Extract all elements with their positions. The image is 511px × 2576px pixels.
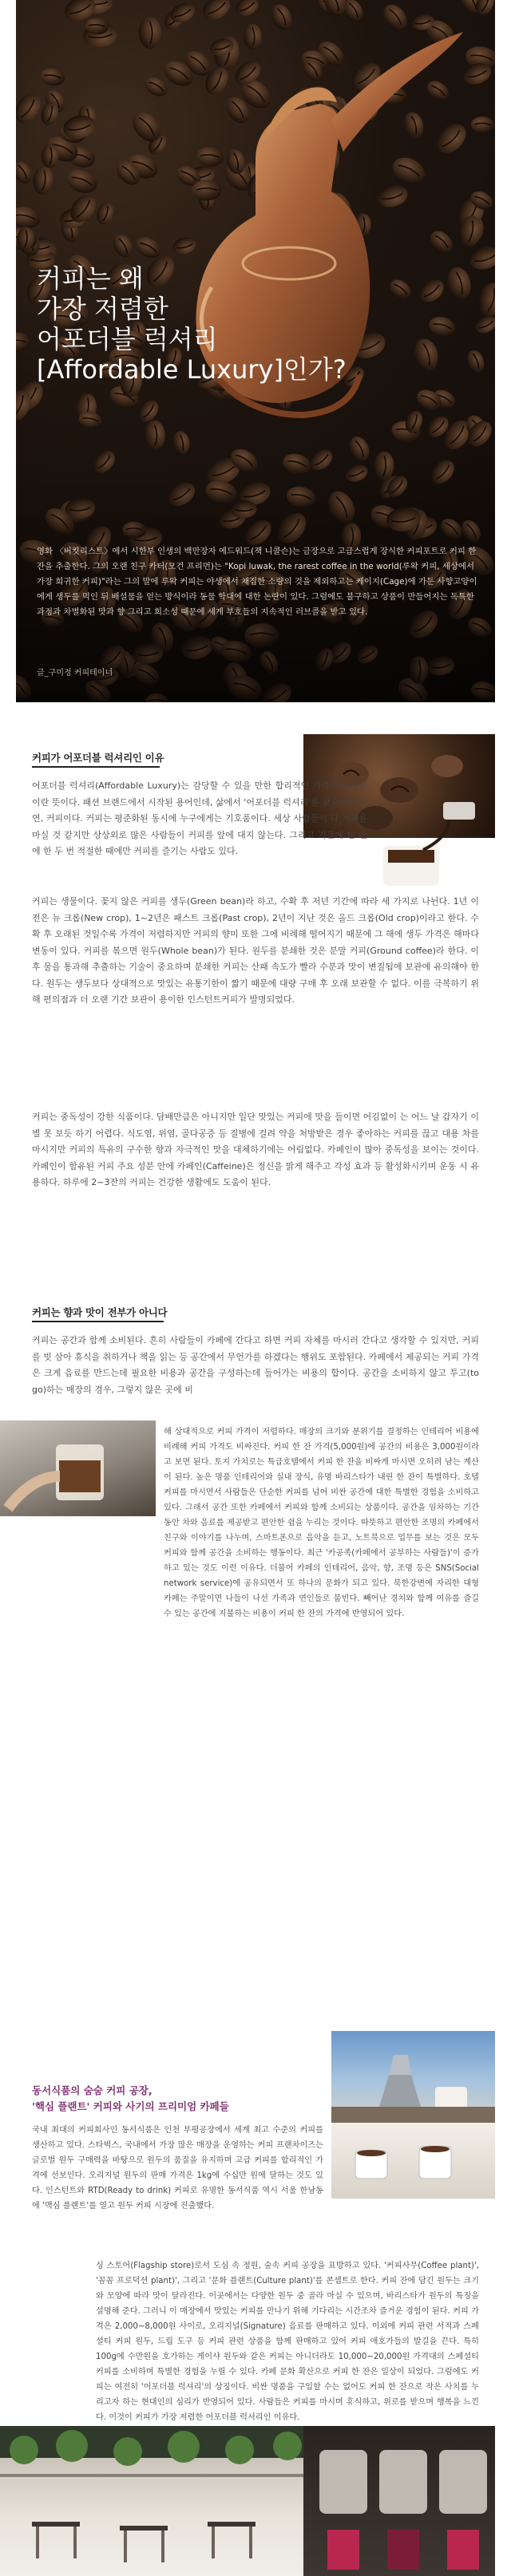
coffee-bean — [63, 166, 100, 197]
cafe-interior-art — [0, 2426, 303, 2576]
jars-photo-art — [303, 2426, 495, 2576]
coffee-bean — [401, 110, 426, 140]
coffee-bean — [243, 23, 262, 49]
section1-heading: 커피가 어포더블 럭셔리인 이유 — [32, 752, 164, 764]
coffee-bean — [411, 336, 442, 373]
moka-pot-photo — [331, 2031, 495, 2123]
hero-credit: 글_구미정 커피테이너 — [37, 669, 113, 678]
coffee-bean — [16, 332, 30, 352]
coffee-bean — [142, 73, 171, 101]
coffee-cup-hand-photo — [0, 1420, 156, 1516]
coffee-bean — [267, 1, 295, 33]
coffee-bean — [388, 152, 430, 189]
coffee-bean — [94, 200, 117, 227]
coffee-bean — [138, 16, 161, 49]
cafe-interior-photo — [0, 2426, 303, 2576]
pour-photo-art — [367, 802, 495, 894]
section2-intro: 커피는 공간과 함께 소비된다. 흔히 사람들이 카페에 간다고 하면 커피 자체를 마시러 간다고 생각할 수 있지만, 커피를 빗 삼아 휴식을 취하거나 책을 읽는 등 공간에서 무언가를 하겠다는 행위도 포함된다. 카페에서 제공되는 커피 가격은 크게 음료를 만드는데 필요한 비용과 공간을 구성하는데 들어가는 비용의 합이다. 공간을 소비하지 않고 투고(to go)하는 매장의 경우, 그렇지 않은 곳에 비 — [32, 1335, 479, 1395]
coffee-bean-jars-photo — [303, 2426, 495, 2576]
coffee-bean — [415, 275, 449, 307]
coffee-bean — [144, 420, 165, 450]
section1-body2: 커피는 중독성이 강한 식품이다. 담배만큼은 아니지만 일단 맛있는 커피에 맛을 들이면 어김없이 는 어느 날 갑자기 이별 못 보듯 하기 어렵다. 식도염, 위염, 골다공증 등 질병에 걸려 약을 처방받은 경우 좋아하는 커피를 끊고 대용 차를 마시지만 커피의 특유의 구수한 향과 자극적인 맛을 대체하기에는 어림없다. 카페인이 많아 중독성을 보이는 것이다. 카페인이 함유된 커피 주요 성분 안에 카페인(Caffeine)은 정신을 맑게 해주고 각성 효과 등 활성화시키며 운동 시 유용하다. 하루에 2~3잔의 커피는 건강한 생활에도 도움이 된다. — [32, 1112, 479, 1187]
coffee-bean — [414, 385, 446, 414]
coffee-bean — [32, 165, 55, 196]
section1-intro: 어포더블 럭셔리(Affordable Luxury)는 감당할 수 있을 만한 합리적인 가격의 사치품이란 뜻이다. 패션 브랜드에서 시작된 용어인데, 삶에서 '어포더블 럭셔리'를 찾으려면 단연, 커피이다. 커피는 평준화된 동시에 누구에게는 기호품이다. 세상 사람들이 다 커피를 마실 것 같지만 상상외로 많은 사람들이 커피를 앞에 대지 않는다. 그리고 기분에 한 잔에 한 두 번 적절한 때에만 커피를 즐기는 사람도 있다. — [32, 780, 367, 856]
section2-column3: 국내 최대의 커피회사인 동서식품은 인천 부평공장에서 세계 최고 수준의 커피를 생산하고 있다. 스타벅스, 국내에서 가장 많은 매장을 운영하는 커피 프랜차이즈는 글로벌 원두 구매력을 바탕으로 원두의 품질을 유지하며 고급 커피를 합리적인 가격에 선보인다. 오리지널 원두의 판매 가격은 1kg에 수십만 원에 달하는 것도 있다. 인스턴트와 RTD(Ready to drink) 커피로 유명한 동서식품 역시 서울 한남동에 '맥심 플랜트'를 열고 원두 커피 시장에 진출했다. — [32, 2126, 323, 2211]
coffee-bean — [198, 0, 235, 25]
coffee-bean — [374, 182, 410, 211]
coffee-bean — [196, 146, 224, 168]
coffee-bean — [171, 235, 197, 257]
coffee-bean — [16, 158, 36, 187]
section2-column: 해 상대적으로 커피 가격이 저렴하다. 매장의 크기와 분위기를 결정하는 인테리어 비용에 비례해 커피 가격도 비싸진다. 커피 한 잔 가격(5,000원)에 공간의 비용은 3,000원이라고 보면 된다. 토지 가치로는 특급호텔에서 커피 한 잔을 비싸게 마시면 오히려 남는 계산이 된다. 높은 명품 인테리어와 실내 장식, 유명 바리스타가 내린 한 잔이 특별하다. 호텔 커피를 마시면서 사람들은 단순한 커피를 넘어 비싼 공간에 대한 특별한 경험을 소비하고 있다. 그래서 공간 또한 카페에서 커피와 함께 소비되는 상품이다. 공간을 임차하는 기간 동안 차와 음료를 제공받고 편안한 쉼을 누리는 것이다. 따뜻하고 편안한 조명의 카페에서 친구와 이야기를 나누며, 스마트폰으로 음악을 듣고, 노트북으로 업무를 보는 것은 모두 커피와 함께 공간을 소비하는 행동이다. 최근 '카공족(카페에서 공부하는 사람들)'이 증가하고 있는 것도 이런 이유다. 더불어 카페의 인테리어, 음악, 향, 조명 등은 SNS(Social network service)에 공유되면서 또 하나의 문화가 되고 있다. 북한강변에 자리한 대형 카페는 주말이면 나들이 나선 가족과 연인들로 붐빈다. 빼어난 경치와 함께 여유를 즐길 수 있는 공간에 지불하는 비용이 커피 한 잔의 가격에 반영되어 있다. — [164, 1428, 479, 1618]
section1-body: 커피는 생물이다. 꽃지 않은 커피를 생두(Green bean)라 하고, 수확 후 저년 기간에 따라 세 가지로 나뉜다. 1년 이전은 뉴 크롭(New crop), 1~2년은 패스트 크롭(Past crop), 2년이 지난 것은 올드 크롭(Old crop)이라고 한다. 수확 후 오래된 것일수록 가격이 저렴하지만 커피의 향미 또한 그에 비례해 떨어지기 때문에 그 해에 생두 가격은 해마다 변동이 있다. 커피를 볶으면 원두(Whole bean)가 된다. 원두를 분쇄한 것은 분말 커피(Ground coffee)라 한다. 이후 물을 통과해 추출하는 기술이 중요하며 분쇄한 커피는 산패 속도가 빨라 수분과 맛이 변질됨에 보관에 유의해야 한다. 원두는 생두보다 상대적으로 맛있는 유통기한이 짧기 때문에 대량 구매 후 오래 보관할 수 없다. 이를 극복하기 위해 편의점과 더 오랜 기간 보관이 용이한 인스턴트커피가 발명되었다. — [32, 896, 479, 1005]
cup-photo-art — [0, 1420, 156, 1516]
coffee-bean — [192, 180, 222, 201]
coffee-bean — [423, 77, 452, 105]
hero-intro-text: 영화 〈버킷리스트〉에서 시한부 인생의 백만장자 에드워드(잭 니콜슨)는 금장으로 고급스럽게 장식한 커피포트로 커피 한 잔을 추출한다. 그의 오랜 친구 카터(모건 프리먼)는 "Kopi luwak, the rarest coffee in the world(루왁 커피, 세상에서 가장 희귀한 커피)"라는 그의 말에 루왁 커피는 야생에서 채집한 소량의 것을 제외하고는 케이지(Cage)에 가둔 사향고양이에게 생두를 먹인 뒤 배설물을 얻는 방식이라 동물 학대에 대한 논란이 있다. 그럼에도 불구하고 상품이 만들어지는 독특한 과정과 차별화된 맛과 향 그리고 희소성 때문에 세계 부호들의 지속적인 러브콜을 받고 있다. — [37, 547, 477, 617]
moka-photo-art — [331, 2031, 495, 2123]
section2-wide-text: 싱 스토어(Flagship store)로서 도심 속 정원, 숲속 커피 공장을 표방하고 있다. '커피사무(Coffee plant)', '꼼꼼 프로덕션 plant)', 그리고 '문화 플랜트(Culture plant)'를 콘셉트로 한다. 커피 잔에 담긴 원두는 크기와 모양에 따라 맛이 달라진다. 이곳에서는 다양한 원두 중 골라 마실 수 있으며, 바리스타가 원두의 특징을 설명해 준다. 그러니 이 매장에서 맛있는 커피를 만나기 위해 기다리는 시간조차 즐거운 경험이 된다. 커피 가격은 2,000~8,000원 사이로, 오리지널(Signature) 음료를 판매하고 있다. 이외에 커피 관련 서적과 스페셜티 커피 원두, 드립 도구 등 커피 관련 상품을 함께 판매하고 있어 커피 애호가들의 발길을 끈다. 특히 100g에 수만원을 호가하는 게이샤 원두와 같은 커피는 아니더라도 10,000~20,000원 가격대의 스페셜티 커피를 소비하며 특별한 경험을 누릴 수 있다. 카페 문화 확산으로 커피 한 잔은 일상이 되었다. 그럼에도 커피는 여전히 '어포더블 럭셔리'의 상징이다. 비싼 명품을 구입할 수는 없어도 커피 한 잔으로 작은 사치를 누리고자 하는 현대인의 심리가 반영되어 있다. 사람들은 커피를 마시며 휴식하고, 위로를 받으며 행복을 느낀다. 이것이 커피가 가장 저렴한 어포더블 럭셔리인 이유다. — [96, 2262, 479, 2422]
coffee-bean — [109, 231, 137, 261]
coffee-pour-photo — [367, 802, 495, 894]
coffee-bean — [16, 204, 42, 231]
coffee-bean — [475, 280, 495, 319]
coffee-bean — [39, 66, 66, 87]
espresso-cups-photo — [331, 2123, 495, 2199]
hero-banner — [16, 0, 495, 702]
section2-subheading: 동서식품의 숨숨 커피 공장, '핵심 플랜트' 커피와 사기의 프리미엄 카페들 — [32, 2084, 229, 2112]
coffee-bean — [378, 0, 411, 34]
coffee-bean — [426, 227, 458, 257]
coffee-bean — [386, 276, 415, 303]
section2-heading: 커피는 향과 맛이 전부가 아니다 — [32, 1306, 168, 1318]
coffee-bean — [232, 0, 262, 20]
cups-photo-art — [331, 2123, 495, 2199]
coffee-bean — [430, 118, 472, 159]
hero-title: 커피는 왜 가장 저렴한 어포더블 럭셔리 [Affordable Luxury]인가? — [37, 263, 347, 385]
section1-heading-rule — [32, 766, 160, 768]
section2-heading-rule — [32, 1321, 164, 1322]
coffee-bean — [464, 348, 487, 375]
coffee-bean — [444, 265, 474, 302]
coffee-bean — [426, 314, 458, 339]
